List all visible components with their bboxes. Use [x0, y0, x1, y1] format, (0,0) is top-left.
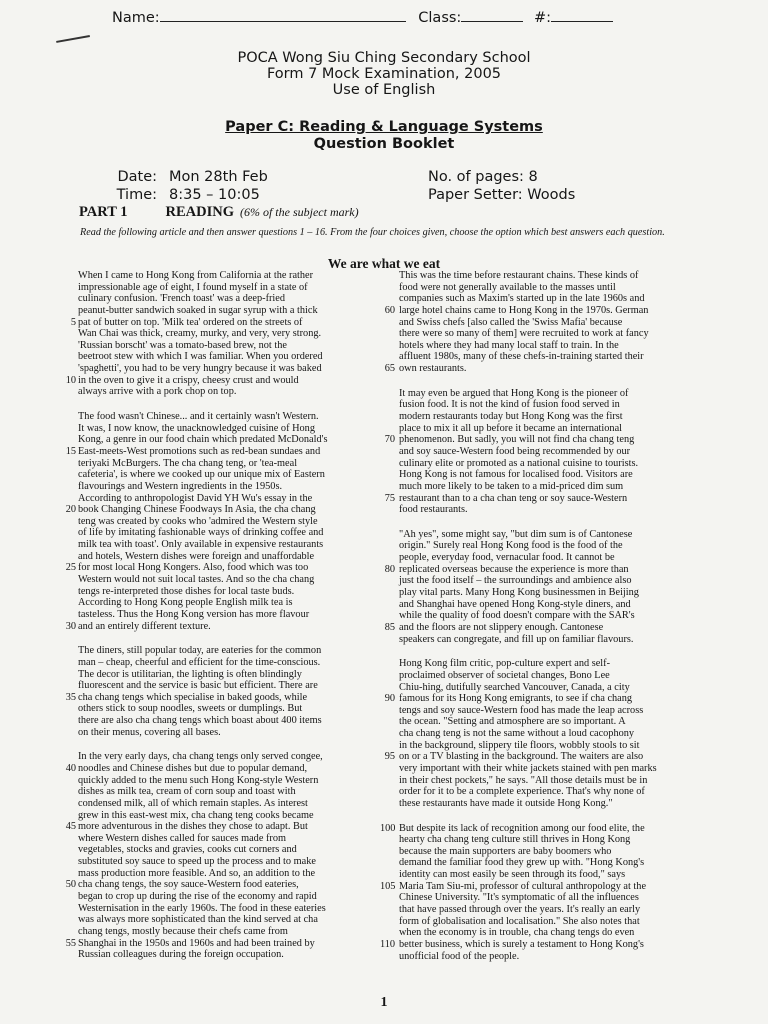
exam-name: Form 7 Mock Examination, 2005 — [266, 66, 502, 82]
line-text: just the food itself – the surroundings and ambience also — [399, 575, 632, 587]
article-line — [399, 798, 699, 810]
article-line — [399, 775, 699, 787]
line-text: Russian colleagues during the foreign occupation. — [78, 949, 284, 961]
line-number: 100 — [380, 822, 396, 834]
article-line — [78, 949, 374, 961]
line-text: while the quality of food doesn't compare with the SAR's — [399, 610, 635, 622]
line-text: very important with their white jackets stained with pen marks — [399, 762, 657, 774]
article-line — [399, 927, 699, 939]
line-text: famous for its Hong Kong emigrants, to see if cha chang — [399, 693, 633, 705]
booklet-title-wrap — [0, 136, 768, 152]
line-text: grew in this east-west mix, cha chang teng cooks became — [78, 809, 314, 821]
line-text: and Swiss chefs [also called the 'Swiss Mafia' because — [399, 316, 623, 328]
article-line — [399, 728, 699, 740]
paper-title: Paper C: Reading & Language Systems — [225, 119, 543, 135]
line-text: fluorescent and the service is basic but efficient. There are — [78, 680, 318, 692]
time-value: 8:35 – 10:05 — [169, 187, 260, 203]
article-line — [384, 304, 699, 317]
line-number: 35 — [65, 691, 76, 703]
article-line — [399, 892, 699, 904]
line-text: teriyaki McBurgers. The cha chang teng, or 'tea-meal — [78, 457, 298, 469]
time-label: Time: — [116, 187, 157, 203]
article-paragraph — [384, 387, 699, 516]
class-label: Class: — [418, 10, 462, 26]
article-paragraph — [65, 411, 374, 632]
article-line — [399, 846, 699, 858]
line-text: pat of butter on top. 'Milk tea' ordered on the streets of — [78, 316, 303, 328]
line-number: 110 — [380, 938, 396, 950]
article-right-column — [380, 270, 699, 975]
line-text: Westernisation in the early 1960s. The food in these eateries — [78, 902, 326, 914]
line-text: in their chest pockets," he says. "All those details must be in — [399, 774, 648, 786]
article-line — [78, 423, 374, 435]
article-line — [399, 705, 699, 717]
article-line — [384, 751, 699, 763]
line-text: better business, which is surely a testament to Hong Kong's — [399, 938, 644, 950]
article-line — [65, 562, 374, 574]
line-text: for most local Hong Kongers. Also, food which was too — [78, 562, 309, 574]
article-paragraph — [380, 822, 699, 963]
article-line — [65, 762, 374, 775]
article-line — [399, 399, 699, 411]
line-text: hearty cha chang teng culture still thrives in Hong Kong — [399, 834, 631, 846]
article-paragraph — [65, 645, 374, 738]
article-line — [78, 609, 374, 621]
article-line — [399, 469, 699, 481]
article-line — [65, 374, 374, 387]
line-text: demand the familiar food they grew up with. "Hong Kong's — [399, 857, 645, 869]
article-paragraph — [384, 528, 699, 645]
line-text: affluent 1980s, many of these chefs-in-training started their — [399, 351, 644, 363]
article-line — [399, 716, 699, 728]
line-text: modern restaurants today but Hong Kong was the first — [399, 411, 623, 423]
line-text: much more likely to be taken to a mid-priced dim sum — [399, 480, 624, 492]
name-blank[interactable] — [160, 9, 406, 22]
line-text: speakers can congregate, and fill up on familiar flavours. — [399, 633, 634, 645]
article-line — [78, 903, 374, 915]
article-line — [78, 434, 374, 446]
line-text: It was, I now know, the unacknowledged cuisine of Hong — [78, 422, 315, 434]
article-line — [78, 469, 374, 481]
article-line — [78, 669, 374, 681]
article-line — [78, 833, 374, 845]
line-text: But despite its lack of recognition among our food elite, the — [399, 822, 645, 834]
line-text: because the main supporters are baby boomers who — [399, 845, 612, 857]
article-line — [78, 856, 374, 868]
student-info-header — [112, 9, 613, 26]
line-number: 60 — [384, 304, 395, 316]
line-text: always arrive with a pork chop on top. — [78, 386, 237, 398]
article-line — [78, 798, 374, 810]
article-line — [399, 446, 699, 458]
article-line — [399, 634, 699, 646]
date-value: Mon 28th Feb — [169, 169, 268, 185]
article-line — [399, 587, 699, 599]
line-text: Western would not suit local tastes. And so the cha chang — [78, 574, 315, 586]
article-line — [399, 834, 699, 846]
pages-info: No. of pages: 8 — [428, 169, 538, 185]
article-line — [399, 682, 699, 694]
line-number: 40 — [65, 762, 76, 774]
line-text: Hong Kong is not famous for localised food. Visitors are — [399, 469, 633, 481]
line-number: 45 — [65, 821, 76, 833]
line-text: replicated overseas because the experience is more than — [399, 563, 629, 575]
line-text: where Western dishes called for sauces made from — [78, 832, 286, 844]
line-number: 75 — [384, 492, 395, 504]
line-text: Chinese University. "It's symptomatic of all the influences — [399, 892, 639, 904]
line-text: peanut-butter sandwich soaked in sugar syrup with a thick — [78, 304, 318, 316]
article-line — [380, 938, 699, 951]
date-label: Date: — [117, 169, 157, 185]
line-number: 105 — [380, 880, 396, 892]
article-paragraph — [65, 270, 374, 398]
article-line — [78, 645, 374, 657]
line-text: Shanghai in the 1950s and 1960s and had been trained by — [78, 937, 315, 949]
article-line — [399, 857, 699, 869]
article-line — [78, 680, 374, 692]
line-text: man – cheap, cheerful and efficient for the time-conscious. — [78, 656, 321, 668]
line-text: mass production more feasible. And so, an addition to the — [78, 867, 316, 879]
part-weight: (6% of the subject mark) — [239, 205, 359, 219]
line-text: began to crop up during the rise of the economy and rapid — [78, 891, 317, 903]
line-number: 15 — [65, 445, 76, 457]
article-line — [78, 305, 374, 317]
article-line — [78, 810, 374, 822]
article-line — [78, 775, 374, 787]
article-line — [399, 388, 699, 400]
line-text: more adventurous in the dishes they chose to adapt. But — [78, 821, 308, 833]
line-number: 20 — [65, 504, 76, 516]
article-line — [399, 763, 699, 775]
article-line — [380, 880, 699, 893]
line-text: fusion food. It is not the kind of fusion food served in — [399, 399, 620, 411]
line-text: on or a TV blasting in the background. The waiters are also — [399, 751, 644, 763]
line-text: culinary confusion. 'French toast' was a deep-fried — [78, 293, 286, 305]
line-text: and the floors are not slippery enough. Cantonese — [399, 621, 604, 633]
article-line — [78, 715, 374, 727]
line-number: 25 — [65, 562, 76, 574]
line-text: in the background, slippery tile floors, wobbly stools to sit — [399, 739, 640, 751]
article-line — [399, 951, 699, 963]
line-text: According to anthropologist David YH Wu's essay in the — [78, 492, 313, 504]
article-line — [70, 316, 374, 329]
article-line — [399, 540, 699, 552]
booklet-title: Question Booklet — [313, 136, 455, 152]
article-line — [78, 727, 374, 739]
line-text: flavourings and Western ingredients in the 1950s. — [78, 480, 283, 492]
line-text: It may even be argued that Hong Kong is the pioneer of — [399, 387, 629, 399]
article-line — [399, 481, 699, 493]
line-number: 65 — [384, 363, 395, 375]
line-text: of life by imitating fashionable ways of drinking coffee and — [78, 527, 324, 539]
article-line — [78, 914, 374, 926]
article-paragraph — [65, 751, 374, 961]
line-text: In the very early days, cha chang tengs only served congee, — [78, 751, 323, 763]
line-text: The diners, still popular today, are eateries for the common — [78, 645, 322, 657]
line-number: 30 — [65, 620, 76, 632]
line-number: 90 — [384, 693, 395, 705]
article-line — [399, 599, 699, 611]
line-text: large hotel chains came to Hong Kong in the 1970s. German — [399, 304, 649, 316]
article-line — [78, 270, 374, 282]
article-line — [399, 658, 699, 670]
article-line — [399, 529, 699, 541]
line-text: own restaurants. — [399, 363, 467, 375]
line-text: According to Hong Kong people English milk tea is — [78, 597, 293, 609]
article-line — [399, 552, 699, 564]
line-text: beetroot stew with which I was familiar. When you ordered — [78, 351, 323, 363]
line-text: was always more sophisticated than the kind served at cha — [78, 914, 318, 926]
line-text: food restaurants. — [399, 504, 468, 516]
article-line — [78, 363, 374, 375]
article-line — [399, 786, 699, 798]
school-name: POCA Wong Siu Ching Secondary School — [237, 50, 531, 66]
article-title: We are what we eat — [327, 256, 441, 271]
article-line — [65, 879, 374, 891]
line-text: food were not generally available to the masses until — [399, 281, 616, 293]
line-number: 85 — [384, 621, 395, 633]
article-line — [78, 891, 374, 903]
article-line — [380, 822, 699, 835]
article-line — [78, 516, 374, 528]
line-text: dishes as milk tea, cream of corn soup and toast with — [78, 786, 296, 798]
article-line — [78, 597, 374, 609]
line-text: noodles and Chinese dishes but due to popular demand, — [78, 762, 308, 774]
article-line — [65, 691, 374, 704]
line-text: there were so many of them] were recruited to work at fancy — [399, 328, 649, 340]
line-text: tasteless. Thus the Hong Kong version has more flavour — [78, 608, 310, 620]
time-row — [101, 187, 260, 203]
date-row — [101, 169, 268, 185]
article-line — [399, 351, 699, 363]
line-text: Chiu-hing, dutifully searched Vancouver, Canada, a city — [399, 681, 630, 693]
line-number: 50 — [65, 879, 76, 891]
line-text: and hotels, Western dishes were foreign and unaffordable — [78, 550, 315, 562]
number-blank[interactable] — [551, 9, 613, 22]
line-text: milk tea with toast'. Only available in expensive restaurants — [78, 539, 324, 551]
article-line — [78, 282, 374, 294]
line-text: phenomenon. But sadly, you will not find cha chang teng — [399, 434, 635, 446]
article-line — [65, 821, 374, 833]
line-text: East-meets-West promotions such as red-bean sundaes and — [78, 445, 321, 457]
article-line — [399, 575, 699, 587]
page-number: 1 — [380, 995, 388, 1010]
article-line — [399, 740, 699, 752]
article-line — [384, 621, 699, 634]
line-text: This was the time before restaurant chains. These kinds of — [399, 270, 639, 281]
line-text: 'spaghetti', you had to be very hungry because it was baked — [78, 363, 322, 375]
article-line — [78, 868, 374, 880]
article-line — [78, 586, 374, 598]
article-line — [384, 434, 699, 446]
line-text: teng was created by cooks who 'admired the Western style — [78, 515, 318, 527]
line-text: proclaimed observer of societal changes, Bono Lee — [399, 669, 610, 681]
article-line — [399, 504, 699, 516]
pen-mark — [56, 35, 90, 42]
line-text: restaurant than to a cha chan teng or soy sauce-Western — [399, 492, 628, 504]
article-line — [399, 458, 699, 470]
part-label: PART 1 — [79, 204, 128, 220]
article-line — [78, 703, 374, 715]
article-line — [78, 340, 374, 352]
line-text: others stick to soup noodles, sweets or dumplings. But — [78, 703, 303, 715]
name-label: Name: — [112, 10, 160, 26]
line-text: cha chang tengs, the soy sauce-Western food eateries, — [78, 879, 299, 891]
line-text: cha chang teng is not the same without a loud cacophony — [399, 728, 635, 740]
line-text: the ocean. "Setting and atmosphere are so important. A — [399, 716, 626, 728]
article-line — [78, 481, 374, 493]
article-line — [399, 293, 699, 305]
line-text: identity can most easily be seen through its food," says — [399, 869, 626, 881]
article-line — [78, 527, 374, 539]
line-text: unofficial food of the people. — [399, 950, 520, 962]
line-text: on their menus, covering all bases. — [78, 726, 221, 738]
article-line — [384, 693, 699, 705]
article-line — [78, 926, 374, 938]
article-line — [78, 844, 374, 856]
article-line — [78, 786, 374, 798]
line-number: 70 — [384, 434, 395, 446]
article-line — [399, 328, 699, 340]
line-text: place to mix it all up before it became an international — [399, 422, 623, 434]
article-line — [65, 504, 374, 516]
line-number: 95 — [384, 751, 395, 763]
line-text: Kong, a genre in our food chain which predated McDonald's — [78, 434, 328, 446]
line-text: tengs and soy sauce-Western food has made the leap across — [399, 704, 644, 716]
article-line — [65, 937, 374, 950]
number-label: #: — [533, 10, 551, 26]
line-text: play vital parts. Many Hong Kong businessmen in Beijing — [399, 587, 639, 599]
line-text: and soy sauce-Western food being recommended by our — [399, 445, 631, 457]
article-line — [384, 363, 699, 375]
article-line — [399, 282, 699, 294]
article-line — [399, 340, 699, 352]
setter-info: Paper Setter: Woods — [428, 187, 576, 203]
line-text: there are also cha chang tengs which boast about 400 items — [78, 715, 322, 727]
line-text: vegetables, stocks and gravies, cooks cut corners and — [78, 844, 297, 856]
article-paragraph — [384, 658, 699, 809]
article-line — [78, 293, 374, 305]
line-text: quickly added to the menu such Hong Kong-style Western — [78, 774, 319, 786]
article-line — [399, 411, 699, 423]
part-heading — [79, 204, 359, 221]
line-text: Hong Kong film critic, pop-culture expert and self- — [399, 658, 611, 670]
line-text: The food wasn't Chinese... and it certainly wasn't Western. — [78, 411, 319, 423]
line-number: 5 — [70, 316, 76, 328]
article-line — [399, 869, 699, 881]
article-line — [78, 328, 374, 340]
line-text: form of globalisation and localisation." She also notes that — [399, 915, 640, 927]
article-line — [65, 445, 374, 458]
article-line — [399, 270, 699, 282]
line-text: The decor is utilitarian, the lighting is often blindingly — [78, 668, 302, 680]
article-line — [78, 539, 374, 551]
article-line — [65, 620, 374, 633]
line-text: hotels where they had many local staff to train. In the — [399, 339, 619, 351]
line-text: these restaurants have made it outside Hong Kong." — [399, 797, 613, 809]
line-text: and an entirely different texture. — [78, 620, 211, 632]
article-paragraph — [384, 270, 699, 375]
line-text: "Ah yes", some might say, "but dim sum is of Cantonese — [399, 528, 633, 540]
article-line — [399, 423, 699, 435]
line-text: origin." Surely real Hong Kong food is the food of the — [399, 540, 623, 552]
line-text: condensed milk, all of which remain staples. As interest — [78, 797, 308, 809]
line-text: in the oven to give it a crispy, cheesy crust and would — [78, 374, 299, 386]
article-line — [78, 411, 374, 423]
article-line — [78, 386, 374, 398]
article-line — [399, 670, 699, 682]
paper-title-wrap — [0, 119, 768, 135]
line-number: 55 — [65, 937, 76, 949]
line-text: book Changing Chinese Foodways In Asia, the cha chang — [78, 504, 316, 516]
class-blank[interactable] — [461, 9, 523, 22]
line-text: companies such as Maxim's started up in the late 1960s and — [399, 293, 645, 305]
article-line — [78, 551, 374, 563]
line-text: that have passed through over the years. It's really an early — [399, 904, 641, 916]
line-text: and Shanghai have opened Hong Kong-style diners, and — [399, 598, 631, 610]
line-text: cafeteria', is where we cooked up our unique mix of Eastern — [78, 469, 325, 481]
line-number: 80 — [384, 563, 395, 575]
instructions: Read the following article and then answer questions 1 – 16. From the four choices given, choose the option which best answers each question. — [80, 227, 665, 238]
subject-name: Use of English — [332, 82, 436, 98]
line-text: when the economy is in trouble, cha chang tengs do even — [399, 927, 635, 939]
line-text: Maria Tam Siu-mi, professor of cultural anthropology at the — [399, 880, 647, 892]
article-line — [399, 916, 699, 928]
part-name: READING — [165, 204, 234, 220]
line-text: order for it to be a complete experience. That's why none of — [399, 786, 645, 798]
line-text: Wan Chai was thick, creamy, murky, and very, very strong. — [78, 328, 322, 340]
article-line — [399, 610, 699, 622]
line-text: culinary elite or promoted as a national cuisine to tourists. — [399, 457, 639, 469]
line-text: 'Russian borscht' was a tomato-based brew, not the — [78, 339, 287, 351]
line-text: tengs re-interpreted those dishes for local taste buds. — [78, 585, 295, 597]
article-line — [384, 563, 699, 576]
article-line — [78, 351, 374, 363]
article-line — [78, 458, 374, 470]
article-line — [78, 657, 374, 669]
line-text: chang tengs, mostly because their chefs came from — [78, 925, 288, 937]
line-text: When I came to Hong Kong from California at the rather — [78, 270, 314, 281]
line-text: cha chang tengs which specialise in baked goods, while — [78, 691, 308, 703]
article-line — [399, 904, 699, 916]
article-left-column — [65, 270, 374, 974]
line-text: impressionable age of eight, I found myself in a state of — [78, 281, 308, 293]
line-text: people, everyday food, vernacular food. It cannot be — [399, 552, 615, 564]
article-line — [78, 574, 374, 586]
article-line — [399, 317, 699, 329]
line-number: 10 — [65, 374, 76, 386]
line-text: substituted soy sauce to speed up the process and to make — [78, 856, 316, 868]
article-line — [384, 492, 699, 505]
article-line — [78, 751, 374, 763]
article-line — [78, 493, 374, 505]
